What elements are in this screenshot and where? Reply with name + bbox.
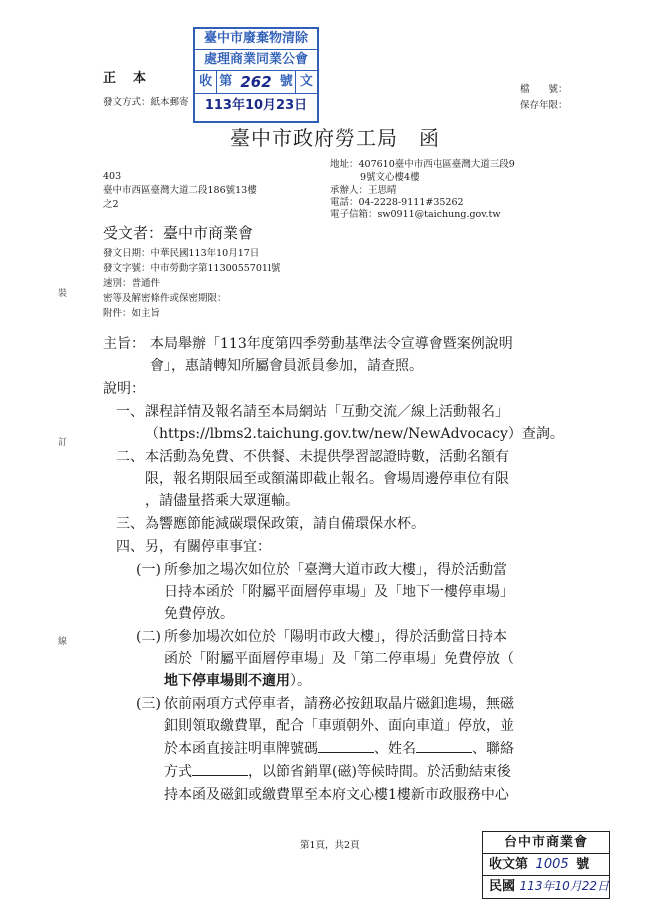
page-number: 第1頁，共2頁 [300, 840, 360, 851]
sub1-number: (一) [136, 562, 161, 578]
chamber-receipt-stamp [482, 831, 610, 899]
sub2-line2: 函於「附屬平面層停車場」及「第二停車場」免費停放（ [164, 651, 514, 667]
stamp-number-prefix: 第 [219, 74, 233, 89]
send-method: 發文方式：紙本郵寄 [103, 97, 189, 108]
explanation-label: 說明： [103, 381, 145, 397]
retention-label: 保存年限： [520, 100, 568, 111]
sub3-name-label: 、姓名 [374, 741, 416, 757]
subject-label: 主旨： [103, 336, 145, 352]
stamp-org-line2: 處理商業同業公會 [195, 50, 317, 71]
sub2-bold-note: 地下停車場則不適用 [164, 673, 290, 689]
sender-email: 電子信箱：sw0911@taichung.gov.tw [330, 209, 501, 220]
contact-method-blank[interactable] [192, 763, 248, 776]
sub3-line1: 依前兩項方式停車者，請務必按鈕取晶片磁釦進場，無磁 [164, 696, 514, 712]
sub3-line4-rest: ，以節省銷單(磁)等候時間。於活動結束後 [248, 764, 511, 780]
recipient-address-line2: 之2 [103, 199, 119, 210]
sub2-number: (二) [136, 629, 161, 645]
name-blank[interactable] [416, 740, 472, 753]
sub2-line1: 所參加場次如位於「陽明市政大樓」，得於活動當日持本 [164, 629, 507, 645]
sub1-line3: 免費停放。 [164, 606, 234, 622]
item1-number: 一、 [116, 404, 144, 420]
chamber-recv-label: 收文第 [489, 857, 529, 872]
doc-date: 發文日期：中華民國113年10月17日 [103, 248, 260, 259]
doc-number: 發文字號：中市勞動字第1130055701l號 [103, 263, 281, 274]
copy-type: 正 本 [103, 71, 149, 86]
sub3-line4 [164, 761, 511, 783]
sub2-line3-end: ）。 [290, 673, 311, 689]
sub1-line2: 日持本函於「附屬平面層停車場」及「地下一樓停車場」 [164, 584, 514, 600]
sub3-line2: 釦則領取繳費單，配合「車頭朝外、面向車道」停放，並 [164, 718, 514, 734]
item2-line2: 限，報名期限屆至或額滿即截止報名。會場周邊停車位有限 [145, 471, 509, 487]
sub3-plate-label: 於本函直接註明車牌號碼 [164, 741, 318, 757]
item3-line1: 為響應節能減碳環保政策，請自備環保水杯。 [145, 516, 425, 532]
stamp-doc-label: 文 [299, 74, 313, 89]
stamp-org-line1: 臺中市廢棄物清除 [195, 29, 317, 50]
item1-line1: 課程詳情及報名請至本局網站「互動交流／線上活動報名」 [145, 404, 509, 420]
sender-phone: 電話：04-2228-9111#35262 [330, 197, 464, 208]
recipient: 受文者：臺中市商業會 [103, 224, 254, 242]
sub3-contact-label: 、聯絡 [472, 741, 514, 757]
stamp-number-row [195, 71, 317, 94]
sub3-line3 [164, 738, 514, 760]
item1-line2: （https://lbms2.taichung.gov.tw/new/NewAdvocacy）查詢。 [145, 426, 564, 442]
stamp-number-suffix: 號 [279, 74, 293, 89]
sender-contact: 承辦人：王思晴 [330, 185, 397, 196]
item4-line1: 另，有關停車事宜： [145, 539, 271, 555]
chamber-date-prefix: 民國 [489, 879, 516, 894]
file-number-label: 檔 號： [520, 84, 568, 95]
sender-address-line2: 9號文心樓4樓 [360, 172, 420, 183]
recipient-zip: 403 [103, 171, 122, 182]
sub3-number: (三) [136, 696, 161, 712]
doc-secrecy: 密等及解密條件或保密期限： [103, 293, 227, 304]
stamp-number-cell [217, 71, 295, 93]
doc-speed: 速別：普通件 [103, 278, 161, 289]
receipt-stamp [193, 27, 319, 123]
sub2-line3 [164, 670, 311, 692]
chamber-recv-row [483, 854, 609, 876]
margin-mark-bind: 裝 [58, 289, 68, 299]
sub1-line1: 所參加之場次如位於「臺灣大道市政大樓」，得於活動當 [164, 562, 507, 578]
chamber-date-row [483, 876, 609, 897]
item3-number: 三、 [116, 516, 144, 532]
sub3-method-label: 方式 [164, 764, 192, 780]
stamp-recv-label: 收 [195, 71, 217, 93]
stamp-number: 262 [240, 73, 272, 91]
subject-line1: 本局舉辦「113年度第四季勞動基準法令宣導會暨案例說明 [150, 336, 513, 352]
sub3-line5: 持本函及磁釦或繳費單至本府文心樓1樓新市政服務中心 [164, 787, 509, 803]
recipient-address-line1: 臺中市西區臺灣大道二段186號13樓 [103, 185, 257, 196]
item2-line1: 本活動為免費、不供餐、未提供學習認證時數，活動名額有 [145, 449, 509, 465]
item2-number: 二、 [116, 449, 144, 465]
stamp-date: 113年10月23日 [204, 98, 308, 113]
plate-number-blank[interactable] [318, 740, 374, 753]
sender-address-line1: 地址：407610臺中市西屯區臺灣大道三段9 [330, 159, 515, 170]
chamber-name: 台中市商業會 [483, 832, 609, 854]
chamber-recv-number: 1005 [535, 857, 569, 872]
margin-mark-line: 線 [58, 637, 68, 647]
item4-number: 四、 [116, 539, 144, 555]
item2-line3: ，請儘量搭乘大眾運輸。 [145, 493, 299, 509]
chamber-date: 113年10月22日 [519, 879, 609, 893]
chamber-recv-suffix: 號 [576, 857, 590, 872]
margin-mark-staple: 訂 [58, 438, 68, 448]
subject-line2: 會」，惠請轉知所屬會員派員參加，請查照。 [150, 358, 423, 374]
document-title: 臺中市政府勞工局 函 [230, 126, 440, 150]
doc-attachment: 附件：如主旨 [103, 308, 161, 319]
